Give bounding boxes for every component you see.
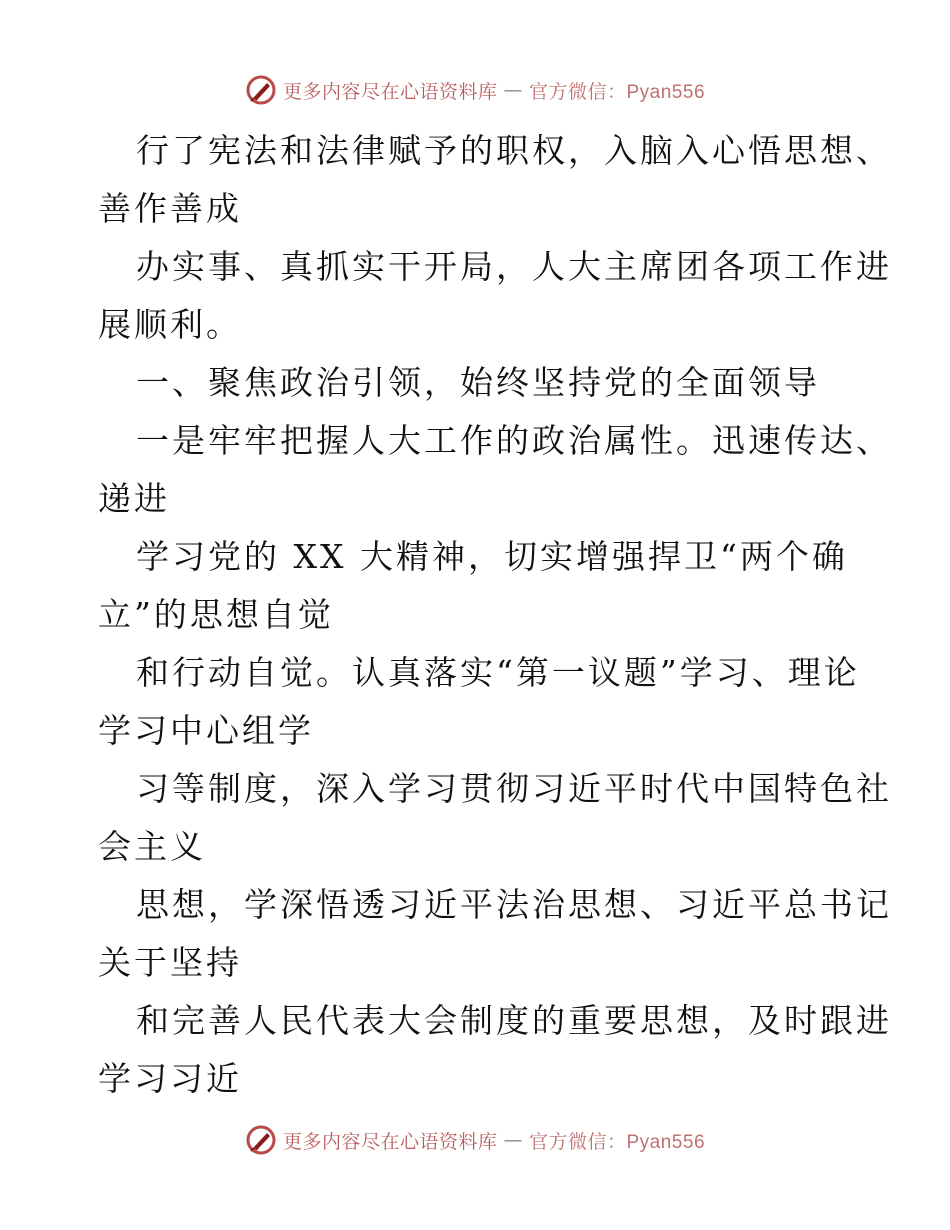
watermark-wechat-text: 官方微信：Pyan556 xyxy=(529,81,706,103)
text-line: 一、聚焦政治引领，始终坚持党的全面领导 xyxy=(136,363,820,402)
text-line: 学习习近 xyxy=(98,1059,242,1098)
text-line: 和完善人民代表大会制度的重要思想，及时跟进 xyxy=(136,1001,892,1040)
text-line: 会主义 xyxy=(98,827,206,866)
text-line: 办实事、真抓实干开局，人大主席团各项工作进 xyxy=(136,247,892,286)
header-watermark xyxy=(0,70,950,110)
text-line: 和行动自觉。认真落实“第一议题”学习、理论 xyxy=(136,653,860,692)
text-line: 思想，学深悟透习近平法治思想、习近平总书记 xyxy=(136,885,892,924)
pen-logo-icon xyxy=(245,74,277,106)
watermark-wechat-text: 官方微信：Pyan556 xyxy=(529,1131,706,1153)
document-body xyxy=(98,122,892,1108)
pen-logo-icon xyxy=(245,1124,277,1156)
watermark-site-text: 更多内容尽在心语资料库 xyxy=(282,1130,498,1153)
text-line: 学习党的 XX 大精神，切实增强捍卫“两个确 xyxy=(136,537,848,576)
footer-watermark xyxy=(0,1120,950,1160)
watermark-dash: — xyxy=(503,79,523,101)
text-line: 善作善成 xyxy=(98,189,242,228)
text-line: 学习中心组学 xyxy=(98,711,314,750)
text-line: 展顺利。 xyxy=(98,305,242,344)
text-line: 递进 xyxy=(98,479,170,518)
text-line: 关于坚持 xyxy=(98,943,242,982)
text-line: 习等制度，深入学习贯彻习近平时代中国特色社 xyxy=(136,769,892,808)
watermark-dash: — xyxy=(503,1129,523,1151)
text-line: 一是牢牢把握人大工作的政治属性。迅速传达、 xyxy=(136,421,892,460)
text-line: 立”的思想自觉 xyxy=(98,595,334,634)
watermark-site-text: 更多内容尽在心语资料库 xyxy=(282,80,498,103)
text-line: 行了宪法和法律赋予的职权，入脑入心悟思想、 xyxy=(136,131,892,170)
